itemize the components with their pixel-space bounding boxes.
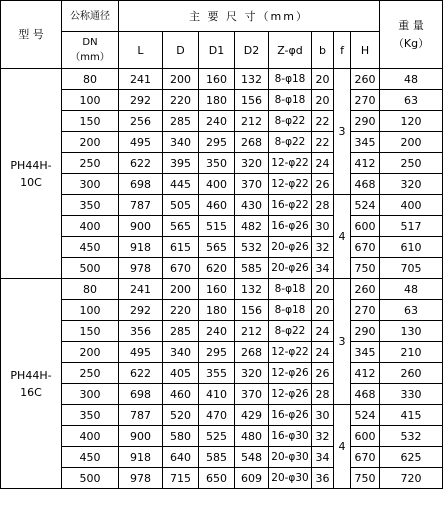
cell-dn: 80 bbox=[62, 279, 119, 300]
cell-D1: 410 bbox=[199, 384, 235, 405]
cell-H: 290 bbox=[351, 321, 380, 342]
cell-H: 600 bbox=[351, 216, 380, 237]
cell-Zd: 12-φ26 bbox=[269, 384, 312, 405]
cell-weight: 720 bbox=[380, 468, 443, 489]
cell-D: 285 bbox=[163, 321, 199, 342]
cell-L: 698 bbox=[119, 174, 163, 195]
cell-f: 4 bbox=[334, 405, 351, 489]
cell-D: 405 bbox=[163, 363, 199, 384]
cell-D1: 525 bbox=[199, 426, 235, 447]
cell-L: 356 bbox=[119, 321, 163, 342]
dn-header-label: DN bbox=[82, 37, 98, 48]
cell-L: 787 bbox=[119, 405, 163, 426]
cell-b: 36 bbox=[312, 468, 334, 489]
cell-D1: 400 bbox=[199, 174, 235, 195]
cell-Zd: 16-φ26 bbox=[269, 216, 312, 237]
cell-D2: 429 bbox=[235, 405, 269, 426]
table-row bbox=[1, 174, 443, 195]
cell-b: 32 bbox=[312, 426, 334, 447]
table-row bbox=[1, 363, 443, 384]
cell-dn: 100 bbox=[62, 300, 119, 321]
table-row bbox=[1, 426, 443, 447]
table-row bbox=[1, 216, 443, 237]
cell-D1: 585 bbox=[199, 447, 235, 468]
cell-dn: 350 bbox=[62, 195, 119, 216]
cell-D: 200 bbox=[163, 279, 199, 300]
cell-D2: 268 bbox=[235, 342, 269, 363]
cell-b: 20 bbox=[312, 279, 334, 300]
cell-Zd: 20-φ26 bbox=[269, 258, 312, 279]
table-row bbox=[1, 447, 443, 468]
cell-D2: 132 bbox=[235, 69, 269, 90]
cell-D2: 212 bbox=[235, 111, 269, 132]
cell-L: 698 bbox=[119, 384, 163, 405]
cell-H: 412 bbox=[351, 153, 380, 174]
table-row bbox=[1, 111, 443, 132]
cell-D2: 480 bbox=[235, 426, 269, 447]
cell-D1: 650 bbox=[199, 468, 235, 489]
cell-D: 285 bbox=[163, 111, 199, 132]
cell-L: 292 bbox=[119, 90, 163, 111]
cell-L: 622 bbox=[119, 153, 163, 174]
cell-dn: 300 bbox=[62, 384, 119, 405]
col-header-H: H bbox=[351, 32, 380, 69]
cell-D1: 470 bbox=[199, 405, 235, 426]
cell-b: 28 bbox=[312, 384, 334, 405]
cell-D1: 355 bbox=[199, 363, 235, 384]
cell-b: 20 bbox=[312, 300, 334, 321]
cell-L: 241 bbox=[119, 279, 163, 300]
cell-b: 20 bbox=[312, 90, 334, 111]
cell-dn: 200 bbox=[62, 132, 119, 153]
col-header-D1: D1 bbox=[199, 32, 235, 69]
table-row bbox=[1, 468, 443, 489]
cell-Zd: 20-φ30 bbox=[269, 468, 312, 489]
cell-dn: 400 bbox=[62, 216, 119, 237]
cell-H: 270 bbox=[351, 90, 380, 111]
nominal-header-label: 公称通径 bbox=[70, 10, 110, 22]
cell-H: 345 bbox=[351, 342, 380, 363]
cell-D2: 482 bbox=[235, 216, 269, 237]
cell-dn: 300 bbox=[62, 174, 119, 195]
cell-D1: 240 bbox=[199, 111, 235, 132]
cell-D2: 320 bbox=[235, 153, 269, 174]
cell-b: 34 bbox=[312, 447, 334, 468]
cell-Zd: 16-φ30 bbox=[269, 426, 312, 447]
cell-D: 220 bbox=[163, 300, 199, 321]
cell-H: 345 bbox=[351, 132, 380, 153]
cell-D2: 548 bbox=[235, 447, 269, 468]
cell-H: 524 bbox=[351, 195, 380, 216]
cell-D1: 565 bbox=[199, 237, 235, 258]
cell-D2: 156 bbox=[235, 90, 269, 111]
spec-table-body bbox=[1, 69, 443, 489]
cell-weight: 63 bbox=[380, 300, 443, 321]
cell-L: 918 bbox=[119, 447, 163, 468]
cell-b: 20 bbox=[312, 69, 334, 90]
weight-header-unit: （Kg） bbox=[392, 36, 430, 50]
cell-D: 565 bbox=[163, 216, 199, 237]
cell-dn: 200 bbox=[62, 342, 119, 363]
table-row bbox=[1, 321, 443, 342]
cell-weight: 320 bbox=[380, 174, 443, 195]
cell-H: 290 bbox=[351, 111, 380, 132]
cell-D: 340 bbox=[163, 342, 199, 363]
dn-header-unit: （mm） bbox=[70, 52, 110, 63]
cell-H: 468 bbox=[351, 384, 380, 405]
cell-D1: 295 bbox=[199, 132, 235, 153]
weight-header bbox=[380, 1, 443, 69]
cell-f: 4 bbox=[334, 195, 351, 279]
cell-D: 505 bbox=[163, 195, 199, 216]
cell-L: 292 bbox=[119, 300, 163, 321]
table-row bbox=[1, 132, 443, 153]
model-header-label: 型 号 bbox=[18, 27, 44, 41]
table-row bbox=[1, 153, 443, 174]
cell-D: 395 bbox=[163, 153, 199, 174]
cell-dn: 450 bbox=[62, 447, 119, 468]
cell-dn: 150 bbox=[62, 111, 119, 132]
cell-L: 256 bbox=[119, 111, 163, 132]
cell-b: 30 bbox=[312, 405, 334, 426]
cell-weight: 130 bbox=[380, 321, 443, 342]
cell-weight: 625 bbox=[380, 447, 443, 468]
cell-weight: 400 bbox=[380, 195, 443, 216]
cell-D1: 515 bbox=[199, 216, 235, 237]
cell-Zd: 12-φ22 bbox=[269, 174, 312, 195]
cell-H: 468 bbox=[351, 174, 380, 195]
cell-L: 622 bbox=[119, 363, 163, 384]
cell-D1: 295 bbox=[199, 342, 235, 363]
cell-f: 3 bbox=[334, 69, 351, 195]
table-row bbox=[1, 279, 443, 300]
cell-L: 978 bbox=[119, 468, 163, 489]
cell-L: 495 bbox=[119, 132, 163, 153]
nominal-header bbox=[62, 1, 119, 32]
cell-weight: 517 bbox=[380, 216, 443, 237]
cell-H: 524 bbox=[351, 405, 380, 426]
cell-weight: 610 bbox=[380, 237, 443, 258]
cell-H: 412 bbox=[351, 363, 380, 384]
cell-dn: 450 bbox=[62, 237, 119, 258]
cell-D: 715 bbox=[163, 468, 199, 489]
col-header-b: b bbox=[312, 32, 334, 69]
cell-Zd: 8-φ22 bbox=[269, 111, 312, 132]
cell-weight: 200 bbox=[380, 132, 443, 153]
col-header-Zd: Z-φd bbox=[269, 32, 312, 69]
cell-dn: 150 bbox=[62, 321, 119, 342]
cell-D1: 180 bbox=[199, 90, 235, 111]
model-cell bbox=[1, 69, 62, 279]
cell-Zd: 20-φ30 bbox=[269, 447, 312, 468]
cell-D1: 180 bbox=[199, 300, 235, 321]
table-row bbox=[1, 237, 443, 258]
cell-D2: 430 bbox=[235, 195, 269, 216]
cell-Zd: 8-φ22 bbox=[269, 321, 312, 342]
cell-Zd: 12-φ26 bbox=[269, 363, 312, 384]
cell-D2: 268 bbox=[235, 132, 269, 153]
dimensions-header-label: 主 要 尺 寸（mm） bbox=[189, 10, 309, 23]
cell-H: 260 bbox=[351, 279, 380, 300]
cell-b: 22 bbox=[312, 132, 334, 153]
cell-D: 640 bbox=[163, 447, 199, 468]
cell-dn: 400 bbox=[62, 426, 119, 447]
cell-Zd: 16-φ26 bbox=[269, 405, 312, 426]
table-row bbox=[1, 384, 443, 405]
cell-weight: 48 bbox=[380, 69, 443, 90]
cell-Zd: 8-φ18 bbox=[269, 69, 312, 90]
cell-D2: 609 bbox=[235, 468, 269, 489]
cell-weight: 120 bbox=[380, 111, 443, 132]
cell-H: 670 bbox=[351, 237, 380, 258]
col-header-L: L bbox=[119, 32, 163, 69]
cell-Zd: 20-φ26 bbox=[269, 237, 312, 258]
col-header-f: f bbox=[334, 32, 351, 69]
cell-Zd: 12-φ22 bbox=[269, 153, 312, 174]
cell-b: 22 bbox=[312, 111, 334, 132]
cell-D: 220 bbox=[163, 90, 199, 111]
dn-header bbox=[62, 32, 119, 69]
cell-b: 34 bbox=[312, 258, 334, 279]
cell-D: 520 bbox=[163, 405, 199, 426]
cell-D: 200 bbox=[163, 69, 199, 90]
cell-L: 495 bbox=[119, 342, 163, 363]
dimensions-header bbox=[119, 1, 380, 32]
cell-D2: 320 bbox=[235, 363, 269, 384]
cell-H: 600 bbox=[351, 426, 380, 447]
cell-D1: 160 bbox=[199, 69, 235, 90]
cell-Zd: 16-φ22 bbox=[269, 195, 312, 216]
cell-D1: 620 bbox=[199, 258, 235, 279]
cell-b: 32 bbox=[312, 237, 334, 258]
cell-b: 24 bbox=[312, 321, 334, 342]
model-name-line2: 16C bbox=[20, 385, 42, 399]
cell-weight: 705 bbox=[380, 258, 443, 279]
table-row bbox=[1, 90, 443, 111]
cell-D2: 132 bbox=[235, 279, 269, 300]
cell-L: 787 bbox=[119, 195, 163, 216]
cell-Zd: 8-φ22 bbox=[269, 132, 312, 153]
cell-D2: 212 bbox=[235, 321, 269, 342]
cell-b: 30 bbox=[312, 216, 334, 237]
cell-D2: 156 bbox=[235, 300, 269, 321]
cell-weight: 260 bbox=[380, 363, 443, 384]
cell-weight: 63 bbox=[380, 90, 443, 111]
table-row bbox=[1, 342, 443, 363]
cell-D2: 532 bbox=[235, 237, 269, 258]
cell-H: 270 bbox=[351, 300, 380, 321]
cell-dn: 500 bbox=[62, 468, 119, 489]
model-name-line2: 10C bbox=[20, 175, 42, 189]
cell-dn: 100 bbox=[62, 90, 119, 111]
weight-header-label: 重 量 bbox=[398, 18, 424, 32]
cell-dn: 350 bbox=[62, 405, 119, 426]
cell-b: 28 bbox=[312, 195, 334, 216]
cell-D2: 585 bbox=[235, 258, 269, 279]
cell-Zd: 8-φ18 bbox=[269, 90, 312, 111]
cell-weight: 210 bbox=[380, 342, 443, 363]
cell-D: 615 bbox=[163, 237, 199, 258]
table-row bbox=[1, 405, 443, 426]
cell-L: 900 bbox=[119, 426, 163, 447]
cell-D: 460 bbox=[163, 384, 199, 405]
cell-b: 24 bbox=[312, 153, 334, 174]
col-header-D2: D2 bbox=[235, 32, 269, 69]
cell-D: 445 bbox=[163, 174, 199, 195]
cell-dn: 500 bbox=[62, 258, 119, 279]
table-row bbox=[1, 258, 443, 279]
cell-b: 26 bbox=[312, 363, 334, 384]
cell-H: 750 bbox=[351, 258, 380, 279]
cell-H: 670 bbox=[351, 447, 380, 468]
cell-D: 580 bbox=[163, 426, 199, 447]
cell-weight: 330 bbox=[380, 384, 443, 405]
cell-f: 3 bbox=[334, 279, 351, 405]
cell-D1: 460 bbox=[199, 195, 235, 216]
cell-D: 340 bbox=[163, 132, 199, 153]
cell-H: 750 bbox=[351, 468, 380, 489]
cell-D1: 350 bbox=[199, 153, 235, 174]
cell-D: 670 bbox=[163, 258, 199, 279]
cell-D2: 370 bbox=[235, 384, 269, 405]
col-header-D: D bbox=[163, 32, 199, 69]
cell-dn: 80 bbox=[62, 69, 119, 90]
cell-dn: 250 bbox=[62, 363, 119, 384]
cell-D2: 370 bbox=[235, 174, 269, 195]
cell-b: 26 bbox=[312, 174, 334, 195]
cell-Zd: 8-φ18 bbox=[269, 279, 312, 300]
cell-dn: 250 bbox=[62, 153, 119, 174]
table-row bbox=[1, 69, 443, 90]
model-cell bbox=[1, 279, 62, 489]
cell-D1: 160 bbox=[199, 279, 235, 300]
cell-L: 900 bbox=[119, 216, 163, 237]
table-row bbox=[1, 195, 443, 216]
cell-weight: 250 bbox=[380, 153, 443, 174]
cell-L: 918 bbox=[119, 237, 163, 258]
cell-L: 978 bbox=[119, 258, 163, 279]
model-header bbox=[1, 1, 62, 69]
cell-b: 24 bbox=[312, 342, 334, 363]
cell-D1: 240 bbox=[199, 321, 235, 342]
cell-weight: 415 bbox=[380, 405, 443, 426]
model-name-line1: PH44H- bbox=[10, 158, 52, 172]
table-row bbox=[1, 300, 443, 321]
cell-Zd: 12-φ22 bbox=[269, 342, 312, 363]
cell-weight: 532 bbox=[380, 426, 443, 447]
cell-Zd: 8-φ18 bbox=[269, 300, 312, 321]
cell-H: 260 bbox=[351, 69, 380, 90]
cell-weight: 48 bbox=[380, 279, 443, 300]
cell-L: 241 bbox=[119, 69, 163, 90]
model-name-line1: PH44H- bbox=[10, 368, 52, 382]
